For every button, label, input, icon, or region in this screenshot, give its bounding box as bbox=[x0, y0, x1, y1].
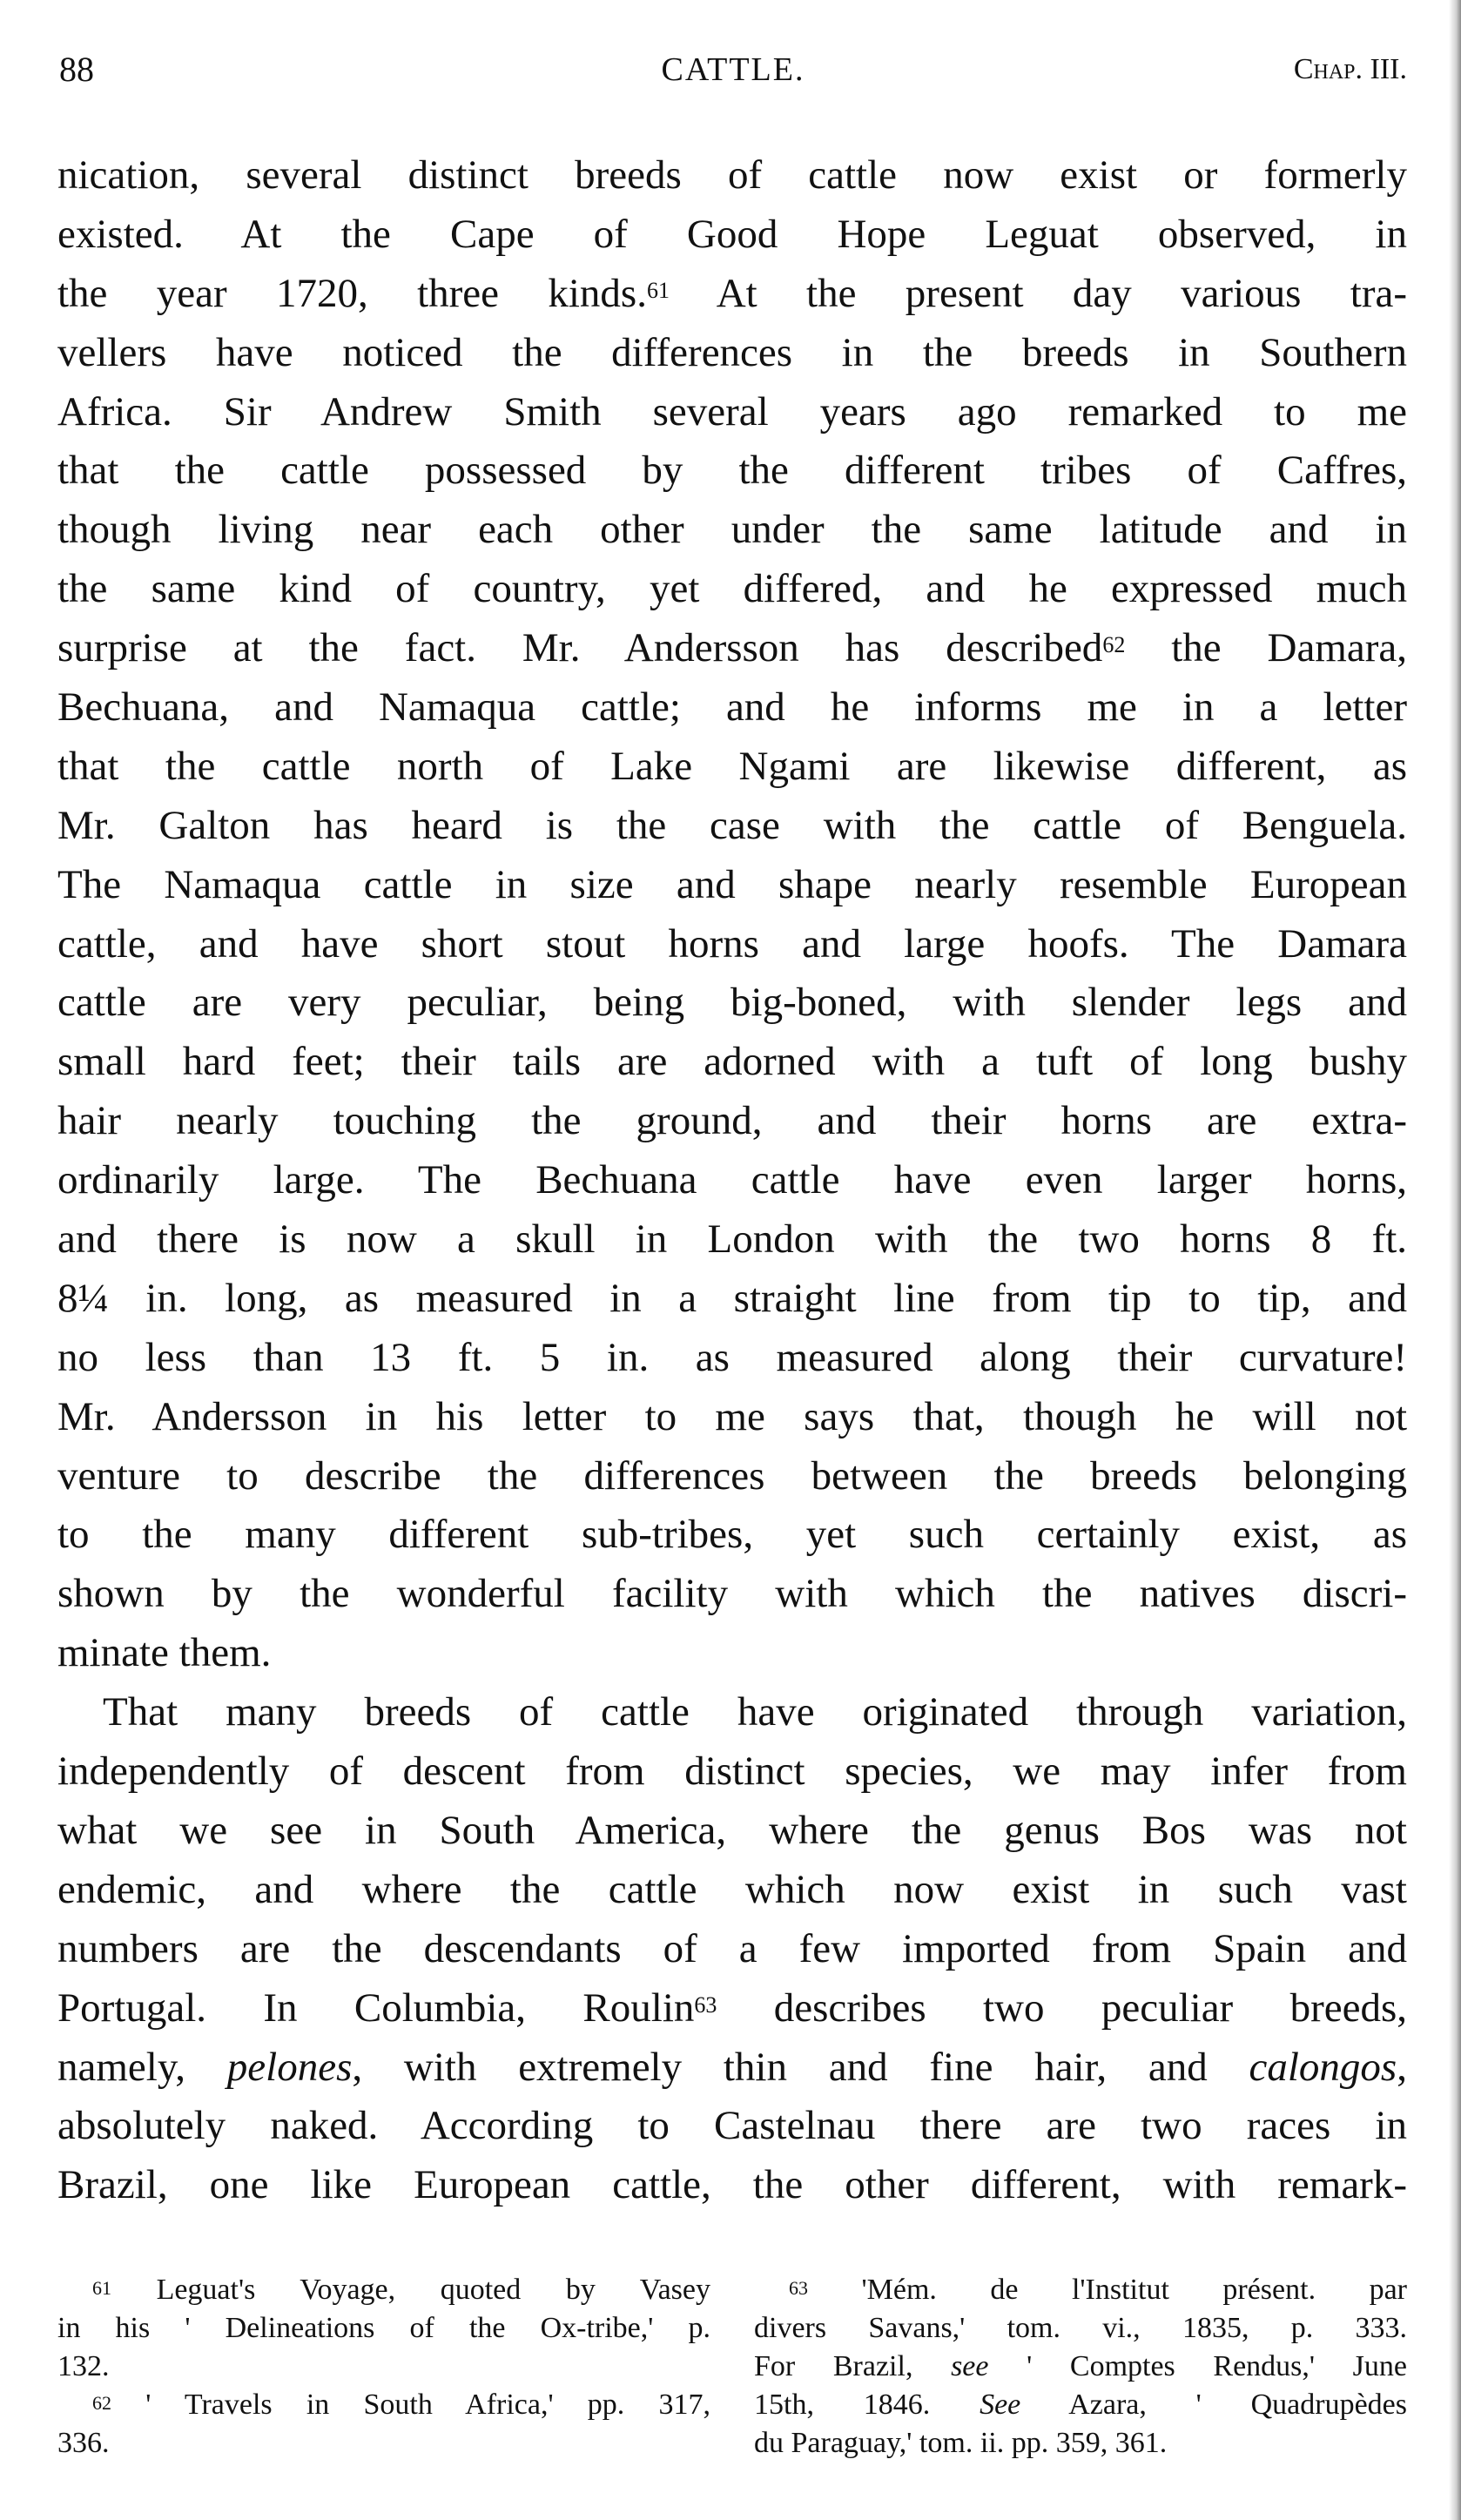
text-line: that the cattle possessed by the different tribes of Caffres, bbox=[57, 448, 1407, 494]
footnote-63: $^{63}$ 'Mém. de l'Institut présent. par divers Savans,' tom. vi., 1835, p. 333. For Brazil, see ' Comptes Rendus,' June 15th, 1846. See Azara, ' Quadrupèdes du Paraguay,' tom. ii. pp. 359, 361. bbox=[754, 2274, 1407, 2459]
text-line: shown by the wonderful facility with which the natives discri- bbox=[57, 1571, 1407, 1617]
text-line: 8¼ in. long, as measured in a straight line from tip to tip, and bbox=[57, 1275, 1407, 1321]
text-line: the same kind of country, yet differed, and he expressed much bbox=[57, 566, 1407, 612]
footnote-column-left bbox=[57, 2271, 710, 2463]
text-line: Mr. Andersson in his letter to me says that, though he will not bbox=[57, 1393, 1407, 1439]
text-line: no less than 13 ft. 5 in. as measured along their curvature! bbox=[57, 1334, 1407, 1380]
text-line: surprise at the fact. Mr. Andersson has described$^{62}$ the Damara, bbox=[57, 625, 1407, 671]
footnote-ref: 62 bbox=[1102, 632, 1126, 658]
text-line: and there is now a skull in London with the two horns 8 ft. bbox=[57, 1216, 1407, 1263]
footnote-ref: 61 bbox=[646, 277, 670, 303]
footnote-number: 61 bbox=[92, 2277, 111, 2299]
footnotes bbox=[57, 2271, 1407, 2497]
italic-term: pelones bbox=[226, 2044, 353, 2090]
text-line: numbers are the descendants of a few imported from Spain and bbox=[57, 1925, 1407, 1971]
running-title: CATTLE. bbox=[661, 51, 805, 88]
body-text bbox=[57, 146, 1407, 2215]
text-line: though living near each other under the same latitude and in bbox=[57, 507, 1407, 553]
text-line: what we see in South America, where the genus Bos was not bbox=[57, 1807, 1407, 1853]
text-line: vellers have noticed the differences in the breeds in Southern bbox=[57, 329, 1407, 375]
text-line: the year 1720, three kinds.$^{61}$ At the present day various tra- bbox=[57, 270, 1407, 316]
footnote-61: $^{61}$ Leguat's Voyage, quoted by Vasey in his ' Delineations of the Ox-tribe,' p. 132. bbox=[57, 2274, 710, 2382]
page-edge-shadow bbox=[1449, 0, 1461, 2520]
text-line: to the many different sub-tribes, yet such certainly exist, as bbox=[57, 1512, 1407, 1558]
text-line: absolutely naked. According to Castelnau there are two races in bbox=[57, 2103, 1407, 2149]
text-line: that the cattle north of Lake Ngami are likewise different, as bbox=[57, 743, 1407, 789]
footnote-62: $^{62}$ ' Travels in South Africa,' pp. 317, 336. bbox=[57, 2389, 710, 2459]
text-line: independently of descent from distinct species, we may infer from bbox=[57, 1749, 1407, 1795]
text-line: The Namaqua cattle in size and shape nearly resemble European bbox=[57, 861, 1407, 907]
text-line: ordinarily large. The Bechuana cattle have even larger horns, bbox=[57, 1157, 1407, 1203]
page-number: 88 bbox=[59, 50, 94, 89]
text-line: Brazil, one like European cattle, the other different, with remark- bbox=[57, 2162, 1407, 2208]
italic-term: calongos bbox=[1249, 2044, 1397, 2090]
text-line: hair nearly touching the ground, and their horns are extra- bbox=[57, 1098, 1407, 1144]
chapter-label: Chap. III. bbox=[1293, 53, 1407, 85]
text-line: cattle are very peculiar, being big-boned, with slender legs and bbox=[57, 980, 1407, 1026]
footnote-ref: 63 bbox=[694, 1991, 717, 2018]
text-line: namely, pelones, with extremely thin and fine hair, and calongos, bbox=[57, 2044, 1407, 2090]
text-line: Mr. Galton has heard is the case with the cattle of Benguela. bbox=[57, 802, 1407, 848]
text-line: Africa. Sir Andrew Smith several years ago remarked to me bbox=[57, 388, 1407, 435]
text-line: existed. At the Cape of Good Hope Leguat observed, in bbox=[57, 211, 1407, 257]
text-line: nication, several distinct breeds of cattle now exist or formerly bbox=[57, 152, 1407, 198]
text-line: minate them. bbox=[57, 1630, 272, 1676]
text-line: Portugal. In Columbia, Roulin$^{63}$ describes two peculiar breeds, bbox=[57, 1984, 1407, 2031]
text-line: Bechuana, and Namaqua cattle; and he informs me in a letter bbox=[57, 684, 1407, 731]
text-line: cattle, and have short stout horns and large hoofs. The Damara bbox=[57, 920, 1407, 967]
footnote-column-right bbox=[754, 2271, 1407, 2463]
text-line: That many breeds of cattle have originated through variation, bbox=[103, 1689, 1407, 1735]
text-line: small hard feet; their tails are adorned with a tuft of long bushy bbox=[57, 1039, 1407, 1085]
fraction: 8¼ bbox=[57, 1275, 109, 1321]
footnote-number: 63 bbox=[789, 2277, 808, 2299]
text-line: venture to describe the differences between the breeds belonging bbox=[57, 1452, 1407, 1499]
footnote-number: 62 bbox=[92, 2392, 111, 2414]
page-header bbox=[59, 44, 1407, 96]
text-line: endemic, and where the cattle which now exist in such vast bbox=[57, 1866, 1407, 1912]
